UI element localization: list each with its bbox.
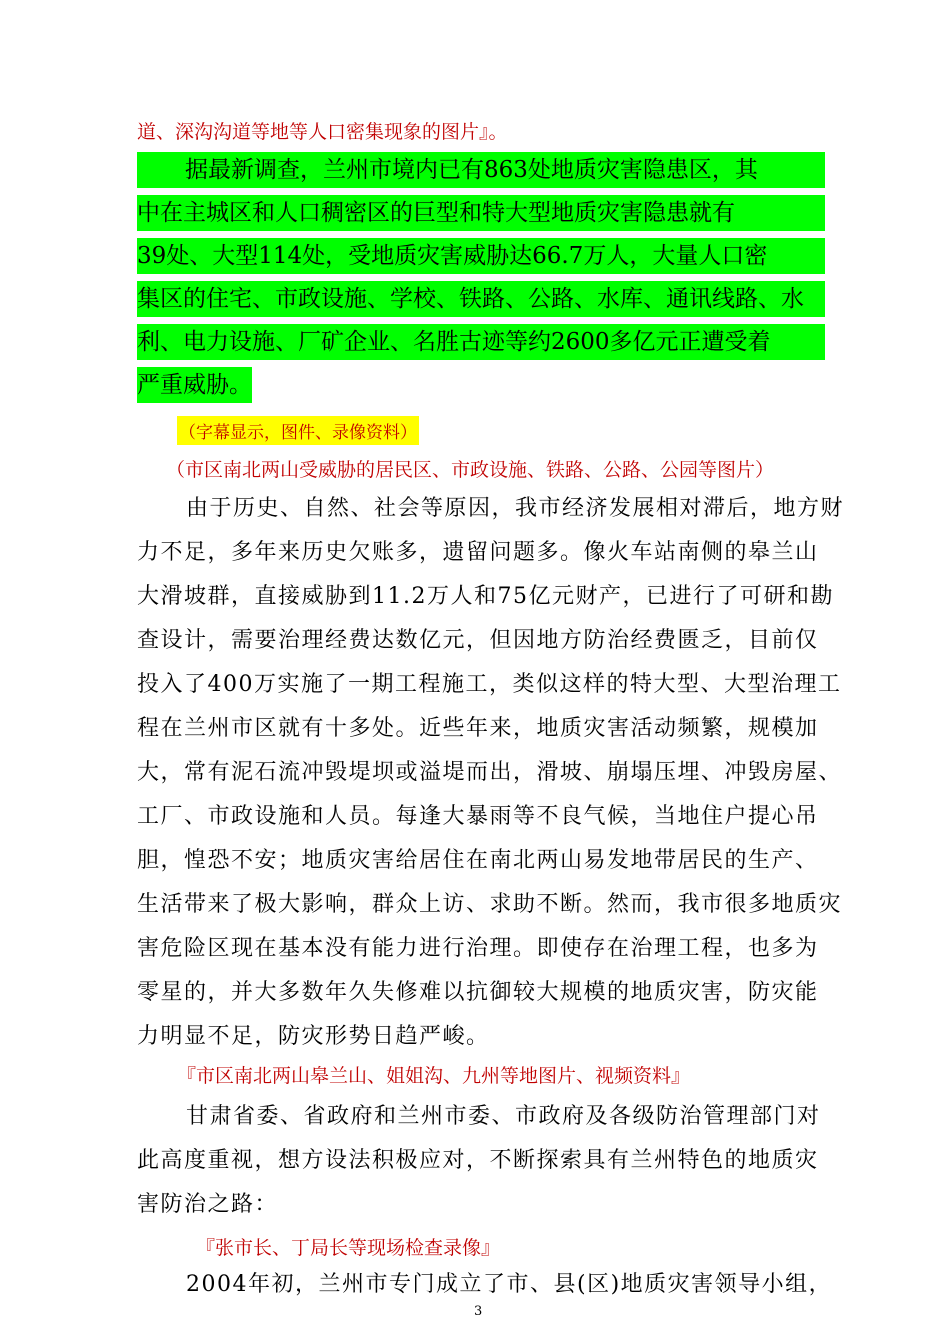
body-line-12: 零星的，并大多数年久失修难以抗御较大规模的地质灾害，防灾能: [137, 980, 819, 1005]
body-line-11: 害危险区现在基本没有能力进行治理。即使存在治理工程，也多为: [137, 936, 819, 961]
body-line-2: 力不足，多年来历史欠账多，遗留问题多。像火车站南侧的皋兰山: [137, 540, 819, 565]
body-line-6: 程在兰州市区就有十多处。近些年来，地质灾害活动频繁，规模加: [137, 716, 819, 741]
body-line-7: 大，常有泥石流冲毁堤坝或溢堤而出，滑坡、崩塌压埋、冲毁房屋、: [137, 760, 843, 785]
page-number: 3: [474, 1304, 483, 1319]
green-line-1: 据最新调查，兰州市境内已有863处地质灾害隐患区，其: [137, 152, 825, 188]
caption-inspection: 『张市长、丁局长等现场检查录像』: [196, 1237, 501, 1259]
response-line-3: 害防治之路：: [137, 1192, 279, 1217]
intro-tail-caption: 道、深沟沟道等地等人口密集现象的图片』。: [137, 121, 508, 143]
body-line-8: 工厂、市政设施和人员。每逢大暴雨等不良气候，当地住户提心吊: [137, 804, 819, 829]
body-line-5: 投入了400万实施了一期工程施工，类似这样的特大型、大型治理工: [137, 672, 842, 697]
response-line-1: 甘肃省委、省政府和兰州市委、市政府及各级防治管理部门对: [186, 1104, 821, 1129]
caption-video: 『市区南北两山皋兰山、姐姐沟、九州等地图片、视频资料』: [177, 1065, 691, 1087]
green-line-2: 中在主城区和人口稠密区的巨型和特大型地质灾害隐患就有: [137, 195, 825, 231]
body-line-9: 胆，惶恐不安；地质灾害给居住在南北两山易发地带居民的生产、: [137, 848, 819, 873]
caption-photos: （市区南北两山受威胁的居民区、市政设施、铁路、公路、公园等图片）: [166, 459, 775, 481]
caption-subtitles: （字幕显示，图件、录像资料）: [177, 416, 419, 445]
green-line-6: 严重威胁。: [137, 367, 252, 403]
green-line-3: 39处、大型114处，受地质灾害威胁达66.7万人，大量人口密: [137, 238, 825, 274]
body-line-1: 由于历史、自然、社会等原因，我市经济发展相对滞后，地方财: [186, 496, 845, 521]
green-line-5: 利、电力设施、厂矿企业、名胜古迹等约2600多亿元正遭受着: [137, 324, 825, 360]
body-line-3: 大滑坡群，直接威胁到11.2万人和75亿元财产，已进行了可研和勘: [137, 584, 834, 609]
response-line-2: 此高度重视，想方设法积极应对，不断探索具有兰州特色的地质灾: [137, 1148, 819, 1173]
closing-line: 2004年初，兰州市专门成立了市、县(区)地质灾害领导小组，: [186, 1272, 833, 1297]
body-line-13: 力明显不足，防灾形势日趋严峻。: [137, 1024, 490, 1049]
body-line-4: 查设计，需要治理经费达数亿元，但因地方防治经费匮乏，目前仅: [137, 628, 819, 653]
body-line-10: 生活带来了极大影响，群众上访、求助不断。然而，我市很多地质灾: [137, 892, 843, 917]
green-line-4: 集区的住宅、市政设施、学校、铁路、公路、水库、通讯线路、水: [137, 281, 825, 317]
